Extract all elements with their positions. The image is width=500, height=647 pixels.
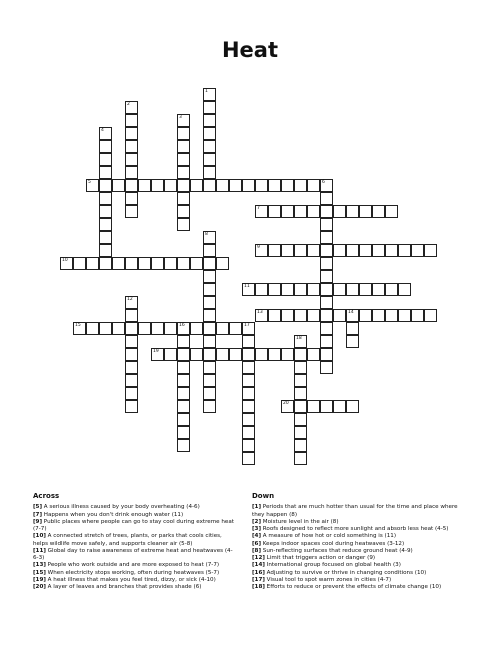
down-clue-list [252, 504, 470, 591]
crossword-cell[interactable] [203, 400, 216, 413]
across-clue [33, 562, 238, 569]
crossword-cell[interactable] [385, 205, 398, 218]
crossword-cell[interactable] [177, 179, 190, 192]
crossword-cell[interactable] [242, 452, 255, 465]
clue-text: Global day to raise awareness of extreme heat and heatwaves (4-6-3) [33, 547, 233, 561]
crossword-cell[interactable] [125, 322, 138, 335]
crossword-cell[interactable] [125, 114, 138, 127]
crossword-cell[interactable] [320, 257, 333, 270]
crossword-cell[interactable] [125, 361, 138, 374]
crossword-cell[interactable] [294, 426, 307, 439]
crossword-cell[interactable] [268, 244, 281, 257]
clue-text: A serious illness caused by your body overheating (4-6) [42, 504, 200, 511]
crossword-cell[interactable] [99, 153, 112, 166]
crossword-cell[interactable] [177, 400, 190, 413]
crossword-cell[interactable] [177, 439, 190, 452]
crossword-cell[interactable] [164, 348, 177, 361]
crossword-cell[interactable] [229, 322, 242, 335]
crossword-cell[interactable] [385, 244, 398, 257]
crossword-cell[interactable] [281, 348, 294, 361]
clue-text: Moisture level in the air (8) [261, 518, 339, 525]
crossword-cell[interactable] [99, 140, 112, 153]
clue-text: A measure of how hot or cold something is (11) [261, 533, 397, 540]
down-clue [252, 533, 470, 540]
crossword-cell[interactable] [346, 205, 359, 218]
crossword-cell[interactable] [294, 374, 307, 387]
crossword-cell[interactable] [307, 348, 320, 361]
crossword-cell[interactable] [320, 231, 333, 244]
crossword-cell[interactable] [138, 322, 151, 335]
crossword-cell[interactable] [125, 205, 138, 218]
cell-number: 10 [62, 258, 68, 263]
across-clue-list [33, 504, 238, 591]
crossword-cell[interactable] [398, 244, 411, 257]
crossword-cell[interactable] [177, 166, 190, 179]
crossword-cell[interactable] [333, 400, 346, 413]
crossword-cell[interactable] [281, 309, 294, 322]
crossword-cell[interactable] [203, 153, 216, 166]
crossword-cell[interactable] [294, 205, 307, 218]
crossword-cell[interactable] [177, 127, 190, 140]
crossword-cell[interactable] [125, 257, 138, 270]
crossword-cell[interactable] [125, 387, 138, 400]
crossword-cell[interactable] [411, 309, 424, 322]
crossword-cell[interactable] [203, 296, 216, 309]
crossword-cell[interactable] [242, 335, 255, 348]
clue-number: [9] [33, 518, 43, 525]
crossword-cell[interactable] [242, 400, 255, 413]
crossword-cell[interactable] [294, 179, 307, 192]
crossword-cell[interactable] [398, 283, 411, 296]
crossword-cell[interactable] [125, 127, 138, 140]
crossword-cell[interactable] [177, 413, 190, 426]
crossword-cell[interactable] [190, 322, 203, 335]
crossword-cell[interactable] [151, 179, 164, 192]
crossword-cell[interactable] [125, 348, 138, 361]
crossword-cell[interactable] [359, 244, 372, 257]
clue-text: Sun-reflecting surfaces that reduce ground heat (4-9) [261, 547, 413, 554]
crossword-cell[interactable] [203, 270, 216, 283]
crossword-cell[interactable] [125, 400, 138, 413]
crossword-cell[interactable] [203, 322, 216, 335]
crossword-cell[interactable] [177, 361, 190, 374]
crossword-cell[interactable] [320, 218, 333, 231]
crossword-cell[interactable] [177, 374, 190, 387]
crossword-cell[interactable] [99, 205, 112, 218]
crossword-cell[interactable] [177, 218, 190, 231]
crossword-cell[interactable] [177, 153, 190, 166]
crossword-cell[interactable] [125, 374, 138, 387]
crossword-cell[interactable] [125, 179, 138, 192]
crossword-cell[interactable] [177, 426, 190, 439]
crossword-cell[interactable] [99, 244, 112, 257]
down-clue [252, 526, 470, 533]
crossword-cell[interactable] [112, 179, 125, 192]
crossword-cell[interactable] [242, 348, 255, 361]
crossword-cell[interactable] [294, 452, 307, 465]
crossword-cell[interactable] [203, 244, 216, 257]
across-clues [33, 493, 238, 591]
cell-number: 16 [179, 323, 185, 328]
clue-text: When electricity stops working, often during heatwaves (5-7) [45, 569, 220, 576]
crossword-cell[interactable] [281, 179, 294, 192]
crossword-cell[interactable] [294, 309, 307, 322]
crossword-cell[interactable] [294, 439, 307, 452]
clue-text: Efforts to reduce or prevent the effects of climate change (10) [264, 584, 442, 590]
clue-text: A layer of leaves and branches that provides shade (6) [45, 584, 202, 590]
crossword-cell[interactable] [99, 179, 112, 192]
crossword-cell[interactable] [203, 127, 216, 140]
crossword-cell[interactable] [177, 257, 190, 270]
crossword-cell[interactable] [268, 205, 281, 218]
clue-text: Adjusting to survive or thrive in changing conditions (10) [264, 569, 427, 576]
crossword-cell[interactable] [333, 205, 346, 218]
crossword-cell[interactable] [307, 400, 320, 413]
crossword-cell[interactable] [242, 426, 255, 439]
crossword-cell[interactable] [242, 439, 255, 452]
down-clue [252, 541, 470, 548]
crossword-cell[interactable] [164, 322, 177, 335]
crossword-cell[interactable] [99, 231, 112, 244]
clue-number: [17] [252, 576, 265, 583]
crossword-cell[interactable] [112, 322, 125, 335]
cell-number: 14 [348, 310, 354, 315]
crossword-cell[interactable] [99, 218, 112, 231]
crossword-cell[interactable] [307, 179, 320, 192]
clue-text: Happens when you don't drink enough water (11) [42, 511, 184, 518]
crossword-cell[interactable] [320, 205, 333, 218]
crossword-cell[interactable] [203, 335, 216, 348]
page-title: Heat [221, 38, 279, 62]
crossword-cell[interactable] [177, 140, 190, 153]
clue-number: [18] [252, 584, 265, 590]
crossword-cell[interactable] [125, 153, 138, 166]
crossword-cell[interactable] [177, 192, 190, 205]
crossword-cell[interactable] [320, 400, 333, 413]
crossword-cell[interactable] [268, 179, 281, 192]
crossword-cell[interactable] [307, 309, 320, 322]
clue-text: Roofs designed to reflect more sunlight and absorb less heat (4-5) [261, 526, 449, 532]
down-clue [252, 562, 470, 569]
crossword-cell[interactable] [216, 322, 229, 335]
clue-number: [10] [33, 533, 46, 540]
down-clue [252, 504, 470, 519]
crossword-cell[interactable] [203, 257, 216, 270]
crossword-cell[interactable] [333, 283, 346, 296]
cell-number: 12 [127, 297, 133, 302]
down-clue [252, 570, 470, 577]
crossword-cell[interactable] [73, 257, 86, 270]
crossword-cell[interactable] [138, 257, 151, 270]
cell-number: 13 [257, 310, 263, 315]
clue-number: [6] [252, 540, 262, 547]
crossword-cell[interactable] [203, 387, 216, 400]
crossword-cell[interactable] [346, 283, 359, 296]
cell-number: 17 [244, 323, 250, 328]
crossword-cell[interactable] [151, 257, 164, 270]
crossword-cell[interactable] [112, 257, 125, 270]
crossword-cell[interactable] [138, 179, 151, 192]
clue-number: [19] [33, 576, 46, 583]
clue-number: [12] [252, 555, 265, 561]
crossword-cell[interactable] [294, 387, 307, 400]
crossword-cell[interactable] [203, 101, 216, 114]
crossword-cell[interactable] [203, 179, 216, 192]
cell-number: 2 [127, 102, 130, 107]
crossword-cell[interactable] [203, 140, 216, 153]
crossword-cell[interactable] [346, 400, 359, 413]
crossword-cell[interactable] [99, 192, 112, 205]
crossword-cell[interactable] [320, 361, 333, 374]
down-heading: Down [252, 492, 275, 500]
clue-number: [20] [33, 584, 46, 590]
clue-text: Visual tool to spot warm zones in cities (4-7) [264, 576, 392, 583]
crossword-cell[interactable] [190, 179, 203, 192]
clue-text: International group focused on global health (3) [264, 562, 401, 569]
cell-number: 15 [75, 323, 81, 328]
crossword-cell[interactable] [372, 283, 385, 296]
crossword-cell[interactable] [281, 283, 294, 296]
across-clue [33, 533, 238, 548]
crossword-cell[interactable] [255, 283, 268, 296]
crossword-cell[interactable] [294, 400, 307, 413]
crossword-cell[interactable] [281, 205, 294, 218]
crossword-cell[interactable] [294, 348, 307, 361]
crossword-cell[interactable] [268, 283, 281, 296]
crossword-cell[interactable] [242, 387, 255, 400]
crossword-cell[interactable] [320, 322, 333, 335]
cell-number: 3 [179, 115, 182, 120]
crossword-cell[interactable] [294, 361, 307, 374]
crossword-cell[interactable] [268, 309, 281, 322]
crossword-cell[interactable] [203, 348, 216, 361]
across-clue [33, 577, 238, 584]
cell-number: 9 [257, 245, 260, 250]
crossword-cell[interactable] [125, 140, 138, 153]
crossword-cell[interactable] [203, 166, 216, 179]
across-clue [33, 519, 238, 534]
clue-number: [16] [252, 569, 265, 576]
crossword-cell[interactable] [372, 309, 385, 322]
crossword-cell[interactable] [346, 322, 359, 335]
clue-text: Limit that triggers action or danger (9) [264, 555, 376, 561]
crossword-cell[interactable] [359, 309, 372, 322]
cell-number: 5 [88, 180, 91, 185]
across-clue [33, 584, 238, 591]
crossword-cell[interactable] [307, 205, 320, 218]
across-clue [33, 570, 238, 577]
crossword-cell[interactable] [307, 283, 320, 296]
crossword-cell[interactable] [190, 348, 203, 361]
crossword-cell[interactable] [372, 244, 385, 257]
crossword-cell[interactable] [177, 348, 190, 361]
across-clue [33, 504, 238, 511]
crossword-cell[interactable] [242, 413, 255, 426]
crossword-cell[interactable] [86, 322, 99, 335]
crossword-cell[interactable] [320, 244, 333, 257]
crossword-cell[interactable] [216, 257, 229, 270]
across-clue [33, 512, 238, 519]
crossword-cell[interactable] [99, 166, 112, 179]
crossword-cell[interactable] [411, 244, 424, 257]
crossword-cell[interactable] [190, 257, 203, 270]
cell-number: 11 [244, 284, 250, 289]
crossword-cell[interactable] [125, 309, 138, 322]
clue-number: [1] [252, 504, 262, 511]
crossword-cell[interactable] [359, 205, 372, 218]
crossword-cell[interactable] [294, 244, 307, 257]
crossword-cell[interactable] [307, 244, 320, 257]
crossword-cell[interactable] [320, 309, 333, 322]
clue-number: [11] [33, 547, 46, 554]
clue-number: [5] [33, 504, 43, 511]
crossword-cell[interactable] [320, 192, 333, 205]
crossword-cell[interactable] [216, 348, 229, 361]
crossword-cell[interactable] [372, 205, 385, 218]
down-clue [252, 548, 470, 555]
crossword-cell[interactable] [424, 244, 437, 257]
crossword-cell[interactable] [398, 309, 411, 322]
across-heading: Across [33, 492, 60, 500]
crossword-cell[interactable] [320, 348, 333, 361]
cell-number: 19 [153, 349, 159, 354]
crossword-cell[interactable] [229, 348, 242, 361]
crossword-cell[interactable] [320, 283, 333, 296]
clue-text: Public places where people can go to stay cool during extreme heat (7-7) [33, 518, 234, 532]
crossword-cell[interactable] [99, 257, 112, 270]
crossword-cell[interactable] [385, 283, 398, 296]
clue-text: Keeps indoor spaces cool during heatwaves (3-12) [261, 540, 405, 547]
crossword-cell[interactable] [125, 335, 138, 348]
crossword-cell[interactable] [320, 335, 333, 348]
clue-number: [7] [33, 511, 43, 518]
clue-text: A heat illness that makes you feel tired, dizzy, or sick (4-10) [45, 576, 216, 583]
crossword-cell[interactable] [216, 179, 229, 192]
crossword-cell[interactable] [203, 283, 216, 296]
crossword-cell[interactable] [151, 322, 164, 335]
crossword-cell[interactable] [255, 348, 268, 361]
crossword-cell[interactable] [320, 296, 333, 309]
crossword-cell[interactable] [86, 257, 99, 270]
clue-text: Periods that are much hotter than usual for the time and place where they happen (8) [252, 504, 458, 518]
down-clues [252, 493, 470, 591]
cell-number: 7 [257, 206, 260, 211]
crossword-cell[interactable] [203, 374, 216, 387]
crossword-cell[interactable] [281, 244, 294, 257]
crossword-cell[interactable] [125, 192, 138, 205]
crossword-cell[interactable] [255, 179, 268, 192]
crossword-cell[interactable] [294, 413, 307, 426]
down-clue [252, 519, 470, 526]
crossword-cell[interactable] [346, 335, 359, 348]
clue-text: A connected stretch of trees, plants, or parks that cools cities, helps wildlife move safely, and supports cleaner air (5-8) [33, 533, 222, 547]
crossword-cell[interactable] [164, 257, 177, 270]
crossword-cell[interactable] [268, 348, 281, 361]
down-clue [252, 577, 470, 584]
crossword-cell[interactable] [177, 387, 190, 400]
clue-number: [8] [252, 547, 262, 554]
across-clue [33, 548, 238, 563]
cell-number: 18 [296, 336, 302, 341]
clue-number: [4] [252, 533, 262, 540]
crossword-cell[interactable] [346, 244, 359, 257]
cell-number: 8 [205, 232, 208, 237]
crossword-cell[interactable] [424, 309, 437, 322]
down-clue [252, 584, 470, 591]
clue-number: [3] [252, 526, 262, 532]
crossword-cell[interactable] [164, 179, 177, 192]
crossword-cell[interactable] [242, 179, 255, 192]
crossword-cell[interactable] [229, 179, 242, 192]
crossword-cell[interactable] [177, 205, 190, 218]
crossword-cell[interactable] [203, 309, 216, 322]
crossword-cell[interactable] [333, 244, 346, 257]
clue-text: People who work outside and are more exposed to heat (7-7) [45, 562, 220, 569]
clue-number: [13] [33, 562, 46, 569]
cell-number: 6 [322, 180, 325, 185]
crossword-cell[interactable] [177, 335, 190, 348]
crossword-cell[interactable] [320, 270, 333, 283]
crossword-cell[interactable] [294, 283, 307, 296]
down-clue [252, 555, 470, 562]
crossword-cell[interactable] [203, 114, 216, 127]
cell-number: 1 [205, 89, 208, 94]
cell-number: 4 [101, 128, 104, 133]
clue-number: [2] [252, 518, 262, 525]
crossword-cell[interactable] [385, 309, 398, 322]
clue-number: [15] [33, 569, 46, 576]
crossword-cell[interactable] [99, 322, 112, 335]
crossword-cell[interactable] [333, 309, 346, 322]
crossword-cell[interactable] [242, 361, 255, 374]
crossword-cell[interactable] [242, 374, 255, 387]
cell-number: 20 [283, 401, 289, 406]
clue-number: [14] [252, 562, 265, 569]
crossword-cell[interactable] [359, 283, 372, 296]
crossword-cell[interactable] [125, 166, 138, 179]
crossword-cell[interactable] [203, 361, 216, 374]
